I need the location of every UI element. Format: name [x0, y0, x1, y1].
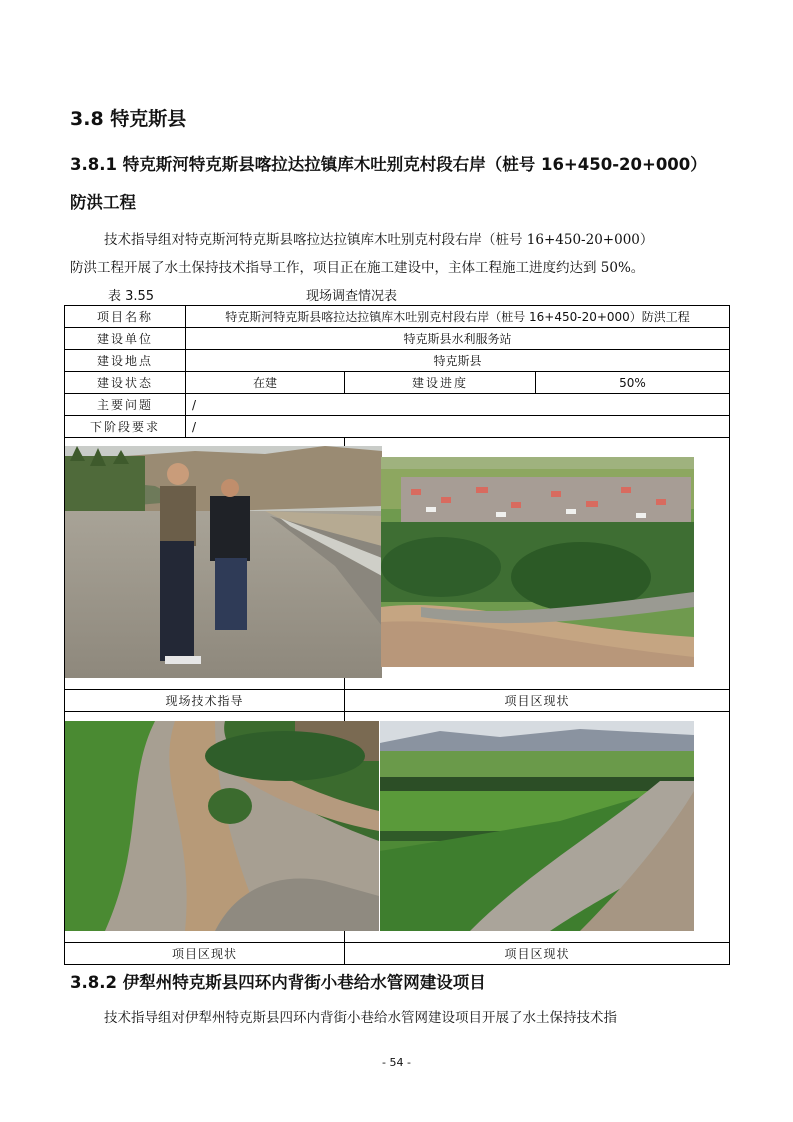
project-area-photo-3 [380, 721, 694, 931]
location-label: 建设地点 [65, 350, 186, 372]
photo-caption-row [65, 690, 730, 712]
photo-cell [345, 712, 730, 943]
paragraph-2-line1: 技术指导组对伊犁州特克斯县四环内背街小巷给水管网建设项目开展了水土保持技术指 [104, 1010, 617, 1026]
table-number: 表 3.55 [108, 289, 155, 304]
photo-caption: 项目区现状 [345, 690, 730, 712]
location-value: 特克斯县 [186, 350, 730, 372]
photo-cell [65, 438, 345, 690]
photo-cell [65, 712, 345, 943]
project-area-photo-2 [65, 721, 379, 931]
status-label: 建设状态 [65, 372, 186, 394]
subsection-title-line2: 防洪工程 [70, 193, 136, 212]
photo-caption-row [65, 943, 730, 965]
next-stage-label: 下阶段要求 [65, 416, 186, 438]
survey-table [64, 305, 730, 965]
subsection-title-line1: 3.8.1 特克斯河特克斯县喀拉达拉镇库木吐别克村段右岸（桩号 16+450-20+000） [70, 155, 707, 174]
page-number: - 54 - [382, 1056, 411, 1069]
construction-unit-value: 特克斯县水利服务站 [186, 328, 730, 350]
photo-caption: 项目区现状 [345, 943, 730, 965]
section-title: 3.8 特克斯县 [70, 108, 187, 130]
paragraph-1 [70, 226, 730, 282]
photo-caption: 现场技术指导 [65, 690, 345, 712]
table-caption: 现场调查情况表 [306, 289, 398, 304]
photo-row [65, 438, 730, 690]
photo-cell [345, 438, 730, 690]
status-value: 在建 [186, 372, 345, 394]
photo-row [65, 712, 730, 943]
next-stage-value: / [186, 416, 730, 438]
project-name-label: 项目名称 [65, 306, 186, 328]
table-row [65, 328, 730, 350]
table-row [65, 372, 730, 394]
subsection-2-title: 3.8.2 伊犁州特克斯县四环内背街小巷给水管网建设项目 [70, 973, 486, 992]
paragraph-1-line2: 防洪工程开展了水土保持技术指导工作，项目正在施工建设中，主体工程施工进度约达到 50%。 [70, 260, 645, 276]
table-row [65, 306, 730, 328]
paragraph-1-line1: 技术指导组对特克斯河特克斯县喀拉达拉镇库木吐别克村段右岸（桩号 16+450-20+000） [104, 232, 654, 248]
project-name-value: 特克斯河特克斯县喀拉达拉镇库木吐别克村段右岸（桩号 16+450-20+000）防洪工程 [186, 306, 730, 328]
paragraph-2 [70, 1004, 730, 1032]
progress-label: 建设进度 [345, 372, 536, 394]
table-row [65, 416, 730, 438]
issues-label: 主要问题 [65, 394, 186, 416]
project-area-photo-1 [381, 457, 694, 667]
photo-caption: 项目区现状 [65, 943, 345, 965]
construction-unit-label: 建设单位 [65, 328, 186, 350]
progress-value: 50% [536, 372, 730, 394]
issues-value: / [186, 394, 730, 416]
site-guidance-photo [65, 446, 382, 678]
table-row [65, 350, 730, 372]
table-row [65, 394, 730, 416]
